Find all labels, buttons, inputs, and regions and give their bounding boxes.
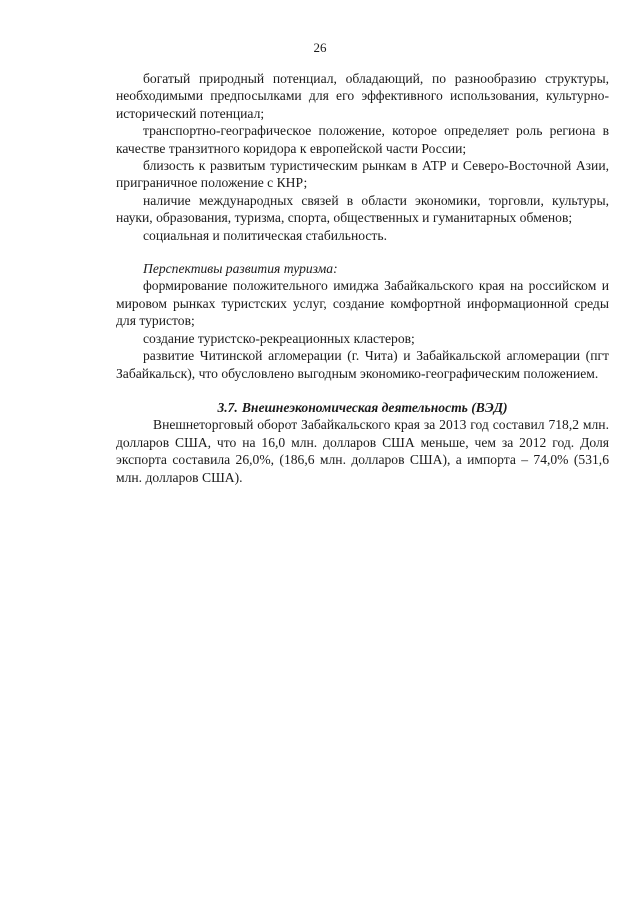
section-paragraph: Внешнеторговый оборот Забайкальского края за 2013 год составил 718,2 млн. долларов США, что на 16,0 млн. долларов США меньше, чем за 2012 год. Доля экспорта составила 26,0%, (186,6 млн. долларов США), а импорта – 74,0% (531,6 млн. долларов США).: [116, 417, 609, 485]
page-content: [116, 70, 609, 486]
perspectives-heading: Перспективы развития туризма:: [143, 261, 338, 277]
list-item: развитие Читинской агломерации (г. Чита) и Забайкальской агломерации (пгт Забайкальск), что обусловлено выгодным экономико-географическим положением.: [116, 348, 609, 381]
list-item: формирование положительного имиджа Забайкальского края на российском и мировом рынках туристских услуг, создание комфортной информационной среды для туристов;: [116, 278, 609, 329]
list-item: богатый природный потенциал, обладающий, по разнообразию структуры, необходимыми предпосылками для его эффективного использования, культурно-исторический потенциал;: [116, 71, 609, 121]
list-item: транспортно-географическое положение, которое определяет роль региона в качестве транзитного коридора к европейской части России;: [116, 123, 609, 156]
list-item: близость к развитым туристическим рынкам в АТР и Северо-Восточной Азии, приграничное положение с КНР;: [116, 158, 609, 191]
list-item: создание туристско-рекреационных кластеров;: [143, 330, 415, 346]
page-number: 26: [313, 40, 327, 55]
section-heading: [116, 399, 609, 416]
list-item: социальная и политическая стабильность.: [143, 227, 387, 243]
list-item: наличие международных связей в области экономики, торговли, культуры, науки, образования, туризма, спорта, общественных и гуманитарных обменов;: [116, 192, 609, 226]
section-number: 3.7.: [217, 399, 238, 415]
section-title: Внешнеэкономическая деятельность (ВЭД): [241, 399, 508, 415]
